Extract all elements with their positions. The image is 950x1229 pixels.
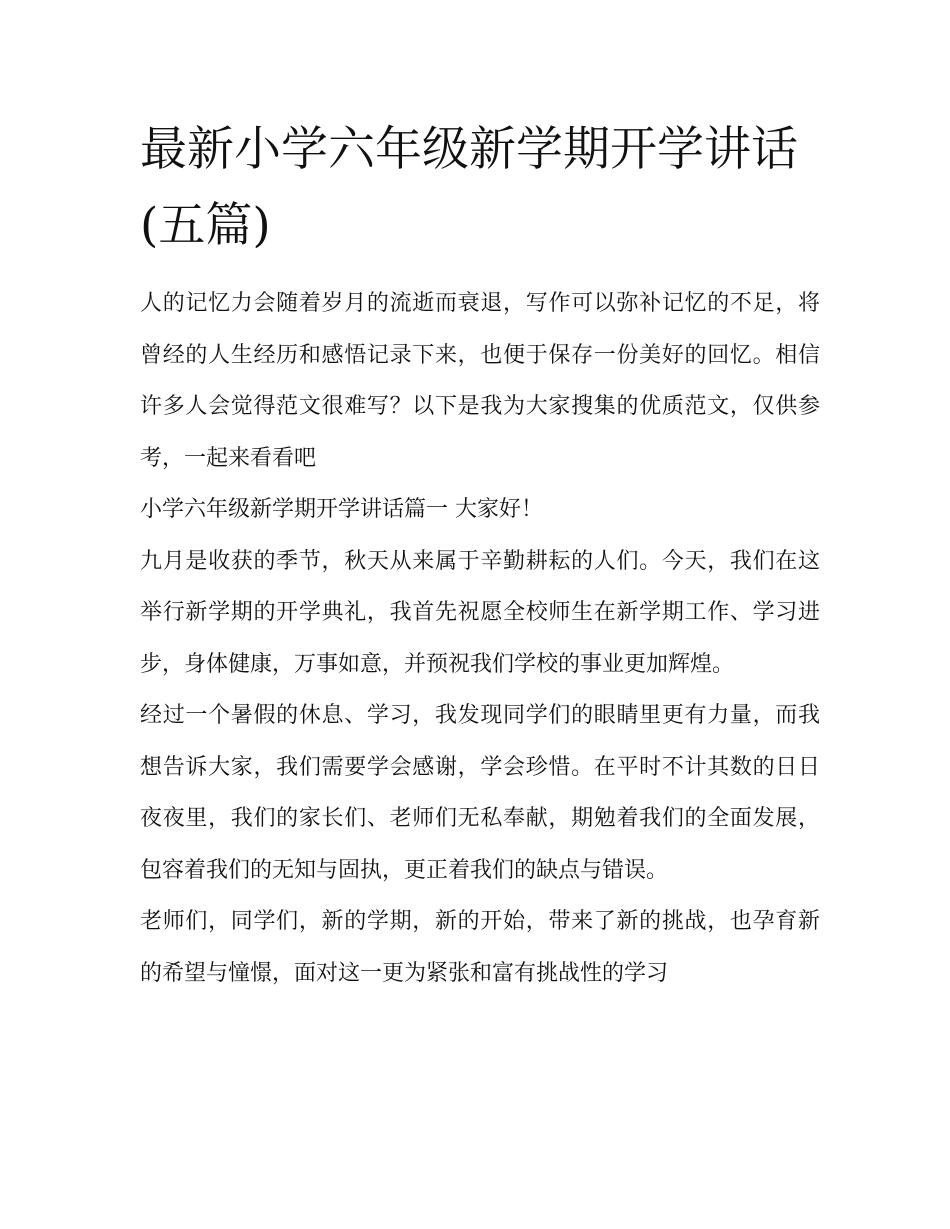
- paragraph-summer: 经过一个暑假的休息、学习，我发现同学们的眼睛里更有力量，而我想告诉大家，我们需要学会感谢，学会珍惜。在平时不计其数的日日夜夜里，我们的家长们、老师们无私奉献，期勉着我们的全面发展，包容着我们的无知与固执，更正着我们的缺点与错误。: [140, 703, 820, 883]
- document-title: 最新小学六年级新学期开学讲话(五篇): [140, 122, 798, 253]
- paragraph-september: 九月是收获的季节，秋天从来属于辛勤耕耘的人们。今天，我们在这举行新学期的开学典礼，我首先祝愿全校师生在新学期工作、学习进步，身体健康，万事如意，并预祝我们学校的事业更加辉煌。: [140, 548, 820, 677]
- paragraph-new-term: 老师们，同学们，新的学期，新的开始，带来了新的挑战，也孕育新的希望与憧憬，面对这一更为紧张和富有挑战性的学习: [140, 909, 820, 986]
- document-body: [140, 278, 820, 999]
- paragraph-intro: 人的记忆力会随着岁月的流逝而衰退，写作可以弥补记忆的不足，将曾经的人生经历和感悟记录下来，也便于保存一份美好的回忆。相信许多人会觉得范文很难写？以下是我为大家搜集的优质范文，仅供参考，一起来看看吧: [140, 291, 820, 471]
- paragraph-section-heading: 小学六年级新学期开学讲话篇一 大家好！: [140, 497, 543, 522]
